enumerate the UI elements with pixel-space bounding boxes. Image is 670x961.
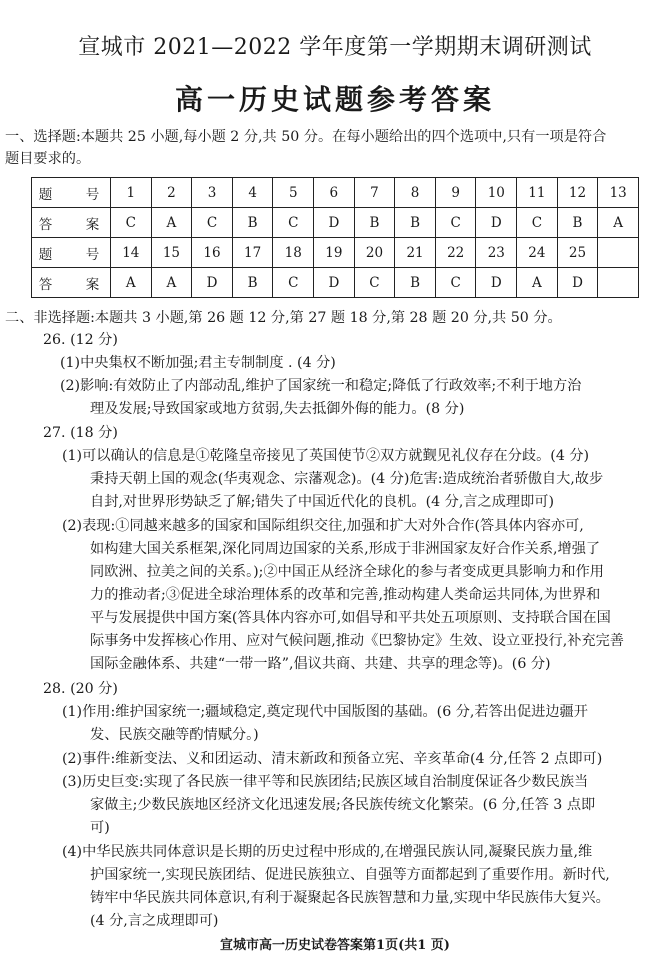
q28-heading: 28. (20 分): [43, 681, 118, 697]
answer-table-row-label: 答 案: [32, 268, 111, 298]
page-title: 高一历史试题参考答案: [174, 83, 495, 116]
answer-table-cell: 19: [314, 238, 355, 268]
q28-answer-3-line2: 家做主;少数民族地区经济文化迅速发展;各民族传统文化繁荣。(6 分,任答 3 点即: [90, 797, 596, 813]
answer-table-row: [32, 178, 639, 208]
answer-table-cell: A: [598, 208, 639, 238]
exam-title: 宣城市 2021—2022 学年度第一学期期末调研测试: [78, 35, 592, 60]
answer-table-cell: 12: [557, 178, 598, 208]
answer-table-cell: A: [517, 268, 558, 298]
answer-table-cell: 20: [354, 238, 395, 268]
answer-table-row-label: 题 号: [32, 178, 111, 208]
answer-table-cell: 8: [395, 178, 436, 208]
q27-answer-2-line2: 如构建大国关系框架,深化同周边国家的关系,形成于非洲国家友好合作关系,增强了: [90, 541, 601, 557]
answer-table-cell: C: [111, 208, 152, 238]
answer-table-cell: D: [476, 268, 517, 298]
answer-table-cell: A: [111, 268, 152, 298]
q27-heading: 27. (18 分): [43, 425, 118, 441]
answer-table-cell: 1: [111, 178, 152, 208]
answer-table-cell: 16: [192, 238, 233, 268]
answer-table-cell: B: [354, 208, 395, 238]
q27-answer-2-line1: (2)表现:①同越来越多的国家和国际组织交往,加强和扩大对外合作(答具体内容亦可,: [62, 518, 584, 534]
q27-answer-2-line4: 力的推动者;③促进全球治理体系的改革和完善,推动构建人类命运共同体,为世界和: [90, 587, 601, 603]
section2-intro: 二、非选择题:本题共 3 小题,第 26 题 12 分,第 27 题 18 分,第 28 题 20 分,共 50 分。: [5, 310, 562, 326]
answer-table-row-label: 题 号: [32, 238, 111, 268]
q26-answer-2-line2: 理及发展;导致国家或地方贫弱,失去抵御外侮的能力。(8 分): [90, 401, 465, 417]
q28-answer-3-line3: 可): [90, 820, 110, 836]
answer-table-cell: B: [557, 208, 598, 238]
answer-table-cell: 22: [435, 238, 476, 268]
q27-answer-1-line2: 秉持天朝上国的观念(华夷观念、宗藩观念)。(4 分)危害:造成统治者骄傲自大,故步: [90, 471, 604, 487]
answer-table-cell: 11: [517, 178, 558, 208]
answer-table-cell: A: [151, 268, 192, 298]
answer-table-cell: D: [192, 268, 233, 298]
answer-table-cell: 14: [111, 238, 152, 268]
answer-table-cell: 24: [517, 238, 558, 268]
answer-table-row: [32, 208, 639, 238]
q28-answer-1-line2: 发、民族交融等酌情赋分。): [90, 727, 259, 743]
q28-answer-4-line2: 护国家统一,实现民族团结、促进民族独立、自强等方面都起到了重要作用。新时代,: [90, 867, 610, 883]
answer-table-cell: C: [354, 268, 395, 298]
answer-table-cell: 2: [151, 178, 192, 208]
answer-table-cell: [598, 268, 639, 298]
answer-table-cell: C: [435, 208, 476, 238]
answer-table-cell: C: [517, 208, 558, 238]
q28-answer-4-line1: (4)中华民族共同体意识是长期的历史过程中形成的,在增强民族认同,凝聚民族力量,维: [62, 844, 593, 860]
q27-answer-1-line3: 自封,对世界形势缺乏了解;错失了中国近代化的良机。(4 分,言之成理即可): [90, 494, 555, 510]
answer-table-cell: 18: [273, 238, 314, 268]
q26-heading: 26. (12 分): [43, 332, 118, 348]
q27-answer-2-line7: 国际金融体系、共建“一带一路”,倡议共商、共建、共享的理念等)。(6 分): [90, 656, 551, 672]
q27-answer-2-line6: 际事务中发挥核心作用、应对气候问题,推动《巴黎协定》生效、设立亚投行,补充完善: [90, 633, 624, 649]
answer-table-cell: 23: [476, 238, 517, 268]
q26-answer-1: (1)中央集权不断加强;君主专制制度 . (4 分): [60, 355, 336, 371]
answer-table-cell: D: [557, 268, 598, 298]
answer-table-cell: 15: [151, 238, 192, 268]
section1-intro-line2: 题目要求的。: [5, 151, 91, 167]
answer-table-row-label: 答 案: [32, 208, 111, 238]
answer-table-cell: C: [192, 208, 233, 238]
q28-answer-4-line3: 铸牢中华民族共同体意识,有利于凝聚起各民族智慧和力量,实现中华民族伟大复兴。: [90, 890, 610, 906]
answer-table-cell: A: [151, 208, 192, 238]
answer-table-cell: B: [395, 268, 436, 298]
answer-table-cell: [598, 238, 639, 268]
answer-table-cell: 9: [435, 178, 476, 208]
answer-table-cell: 7: [354, 178, 395, 208]
q28-answer-4-line4: (4 分,言之成理即可): [90, 913, 219, 929]
q28-answer-1-line1: (1)作用:维护国家统一;疆域稳定,奠定现代中国版图的基础。(6 分,若答出促进边疆开: [62, 704, 588, 720]
answer-table-cell: C: [273, 208, 314, 238]
page-footer: 宣城市高一历史试卷答案第1页(共1 页): [220, 938, 450, 953]
answer-table-cell: 13: [598, 178, 639, 208]
q27-answer-2-line3: 同欧洲、拉美之间的关系。);②中国正从经济全球化的参与者变成更具影响力和作用: [90, 564, 604, 580]
answer-table-cell: 21: [395, 238, 436, 268]
q28-answer-3-line1: (3)历史巨变:实现了各民族一律平等和民族团结;民族区域自治制度保证各少数民族当: [62, 774, 589, 790]
answer-table-cell: 5: [273, 178, 314, 208]
answer-table-row: [32, 268, 639, 298]
answer-table-cell: D: [476, 208, 517, 238]
answer-table-cell: 3: [192, 178, 233, 208]
q27-answer-1-line1: (1)可以确认的信息是①乾隆皇帝接见了英国使节②双方就觐见礼仪存在分歧。(4 分): [62, 448, 590, 464]
answer-table-cell: B: [395, 208, 436, 238]
answer-table-row: [32, 238, 639, 268]
answer-table-cell: D: [314, 268, 355, 298]
answer-table-cell: 6: [314, 178, 355, 208]
answer-table-cell: B: [232, 208, 273, 238]
answer-table-cell: C: [273, 268, 314, 298]
q26-answer-2-line1: (2)影响:有效防止了内部动乱,维护了国家统一和稳定;降低了行政效率;不利于地方治: [60, 378, 582, 394]
answer-table: [31, 177, 639, 298]
answer-table-cell: 17: [232, 238, 273, 268]
answer-table-cell: C: [435, 268, 476, 298]
q27-answer-2-line5: 平与发展提供中国方案(答具体内容亦可,如倡导和平共处五项原则、支持联合国在国: [90, 610, 611, 626]
answer-table-cell: B: [232, 268, 273, 298]
answer-table-cell: D: [314, 208, 355, 238]
section1-intro-line1: 一、选择题:本题共 25 小题,每小题 2 分,共 50 分。在每小题给出的四个选项中,只有一项是符合: [5, 129, 607, 145]
answer-table-cell: 25: [557, 238, 598, 268]
answer-table-cell: 4: [232, 178, 273, 208]
answer-table-cell: 10: [476, 178, 517, 208]
q28-answer-2: (2)事件:维新变法、义和团运动、清末新政和预备立宪、辛亥革命(4 分,任答 2 点即可): [62, 751, 603, 767]
